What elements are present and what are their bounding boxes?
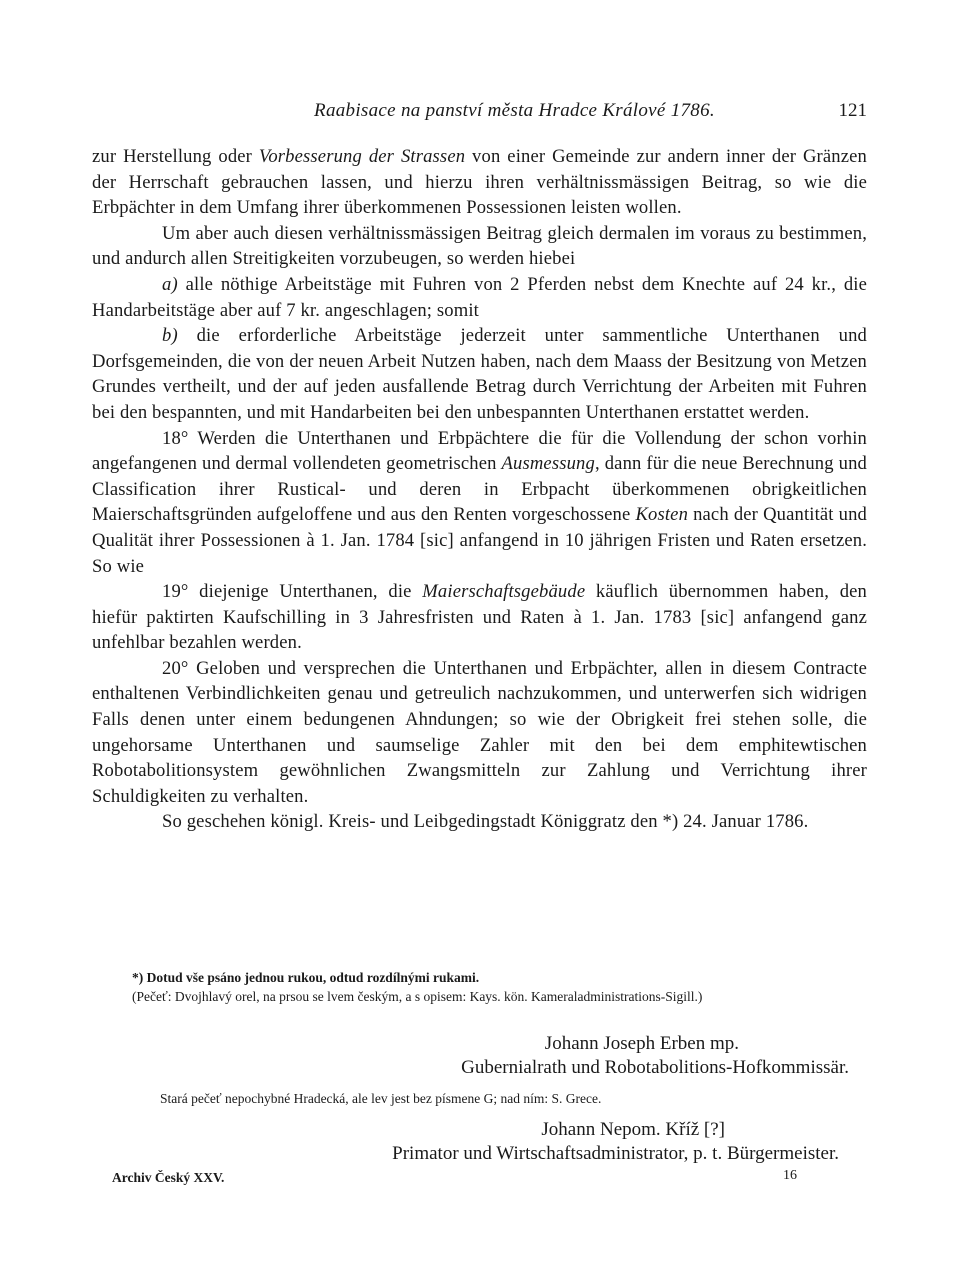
- signature-erben-name: Johann Joseph Erben mp.: [544, 1033, 739, 1054]
- signature-erben-title: Gubernialrath und Robotabolitions-Hofkommissär.: [461, 1057, 849, 1078]
- paragraph-3: [92, 272, 867, 323]
- paragraph-5-text-c: nach der Quantität und Qualität ihrer Possessionen à 1. Jan. 1784 [sic] anfangend in 10 jährigen Fristen und Raten ersetzen. So wie: [92, 504, 868, 577]
- paragraph-2: Um aber auch diesen verhältnissmässigen Beitrag gleich dermalen im voraus zu bestimmen, und andurch allen Streitigkeiten vorzubeugen, so werden hiebei: [92, 222, 867, 270]
- paragraph-6-text-b: käuflich übernommen haben, den hiefür paktirten Kaufschilling in 3 Jahresfristen und Raten à 1. Jan. 1783 [sic] anfangend ganz unfehlbar bezahlen werden.: [92, 581, 867, 654]
- item-b-label: b): [162, 325, 178, 347]
- running-title: Raabisace na panství města Hradce Králové 1786.: [314, 100, 715, 121]
- paragraph-5: [92, 426, 867, 580]
- item-a-label: a): [162, 273, 178, 295]
- paragraph-6-emphasis: Maierschaftsgebäude: [422, 581, 586, 603]
- paragraph-5-text-a: 18° Werden die Unterthanen und Erbpächtere die für die Vollendung der schon vorhin angefangenen und dermal vollendeten geometrischen: [92, 427, 867, 475]
- footnotes: [92, 968, 867, 1006]
- page-header: [92, 100, 867, 128]
- paragraph-6-text-a: 19° diejenige Unterthanen, die: [162, 581, 423, 603]
- item-b-text: die erforderliche Arbeitstäge jederzeit unter sammentliche Unterthanen und Dorfsgemeinden, die von der neuen Arbeit Nutzen haben, nach dem Maass der Besitzung von Metzen Grundes vertheilt, und der auf jeden ausfallende Betrag durch Verrichtung der Arbeiten mit Fuhren bei den bespannten, und mit Handarbeiten bei den unbespannten Unterthanen erstattet werden.: [92, 325, 867, 423]
- page-number: 121: [838, 100, 867, 121]
- paragraph-1: [92, 144, 867, 221]
- paragraph-6: [92, 579, 867, 656]
- signature-kriz-name: Johann Nepom. Kříž [?]: [541, 1119, 725, 1140]
- paragraph-8: So geschehen königl. Kreis- und Leibgedingstadt Königgratz den *) 24. Januar 1786.: [162, 811, 809, 833]
- paragraph-1-text-b: von einer Gemeinde zur andern inner der Gränzen der Herrschaft gebrauchen lassen, und hierzu ihren verhältnissmässigen Beitrag, so wie die Erbpächter in dem Umfang ihrer überkommenen Possessionen leisten wollen.: [92, 146, 867, 219]
- item-a-text: alle nöthige Arbeitstäge mit Fuhren von 2 Pferden nebst dem Knechte auf 24 kr., die Handarbeitstäge aber auf 7 kr. angeschlagen; somit: [92, 273, 867, 321]
- footer-signature-mark: 16: [783, 1168, 797, 1183]
- body-text: [92, 144, 867, 835]
- paragraph-1-text-a: zur Herstellung oder: [92, 146, 259, 167]
- paragraph-5-text-b: , dann für die neue Berechnung und Classification ihrer Rustical- und deren in Erbpacht überkommenen obrigkeitlichen Maierschaftsgründen aufgeloffene und aus den Renten vorgeschossene: [92, 453, 867, 526]
- seal-note: Stará pečeť nepochybné Hradecká, ale lev jest bez písmene G; nad ním: S. Grece.: [160, 1091, 602, 1106]
- signature-kriz-title: Primator und Wirtschaftsadministrator, p. t. Bürgermeister.: [392, 1143, 839, 1164]
- footnote-2: (Pečeť: Dvojhlavý orel, na prsou se lvem českým, a s opisem: Kays. kön. Kameraladministrations-Sigill.): [132, 989, 703, 1004]
- paragraph-5-emphasis-2: Kosten: [635, 504, 689, 526]
- signature-erben: [92, 1032, 867, 1080]
- paragraph-4: [92, 323, 867, 425]
- paragraph-7: 20° Geloben und versprechen die Unterthanen und Erbpächter, allen in diesem Contracte enthaltenen Verbindlichkeiten genau und getreulich nachzukommen, und unterwerfen sich widrigen Falls denen unter einem bedungenen Ahndungen; so wie der Obrigkeit frei stehen solle, die ungehorsame Unterthanen und saumselige Zahler mit den bei dem emphitewtischen Robotabolitionsystem gewöhnlichen Zwangsmitteln zur Zahlung und Verrichtung ihrer Schuldigkeiten zu verhalten.: [92, 657, 867, 807]
- signature-kriz: [92, 1118, 867, 1166]
- paragraph-1-emphasis: Vorbesserung der Strassen: [258, 146, 466, 167]
- footer-publication: Archiv Český XXV.: [112, 1170, 225, 1185]
- paragraph-5-emphasis-1: Ausmessung: [501, 453, 595, 475]
- footnote-1: *) Dotud vše psáno jednou rukou, odtud rozdílnými rukami.: [132, 970, 480, 985]
